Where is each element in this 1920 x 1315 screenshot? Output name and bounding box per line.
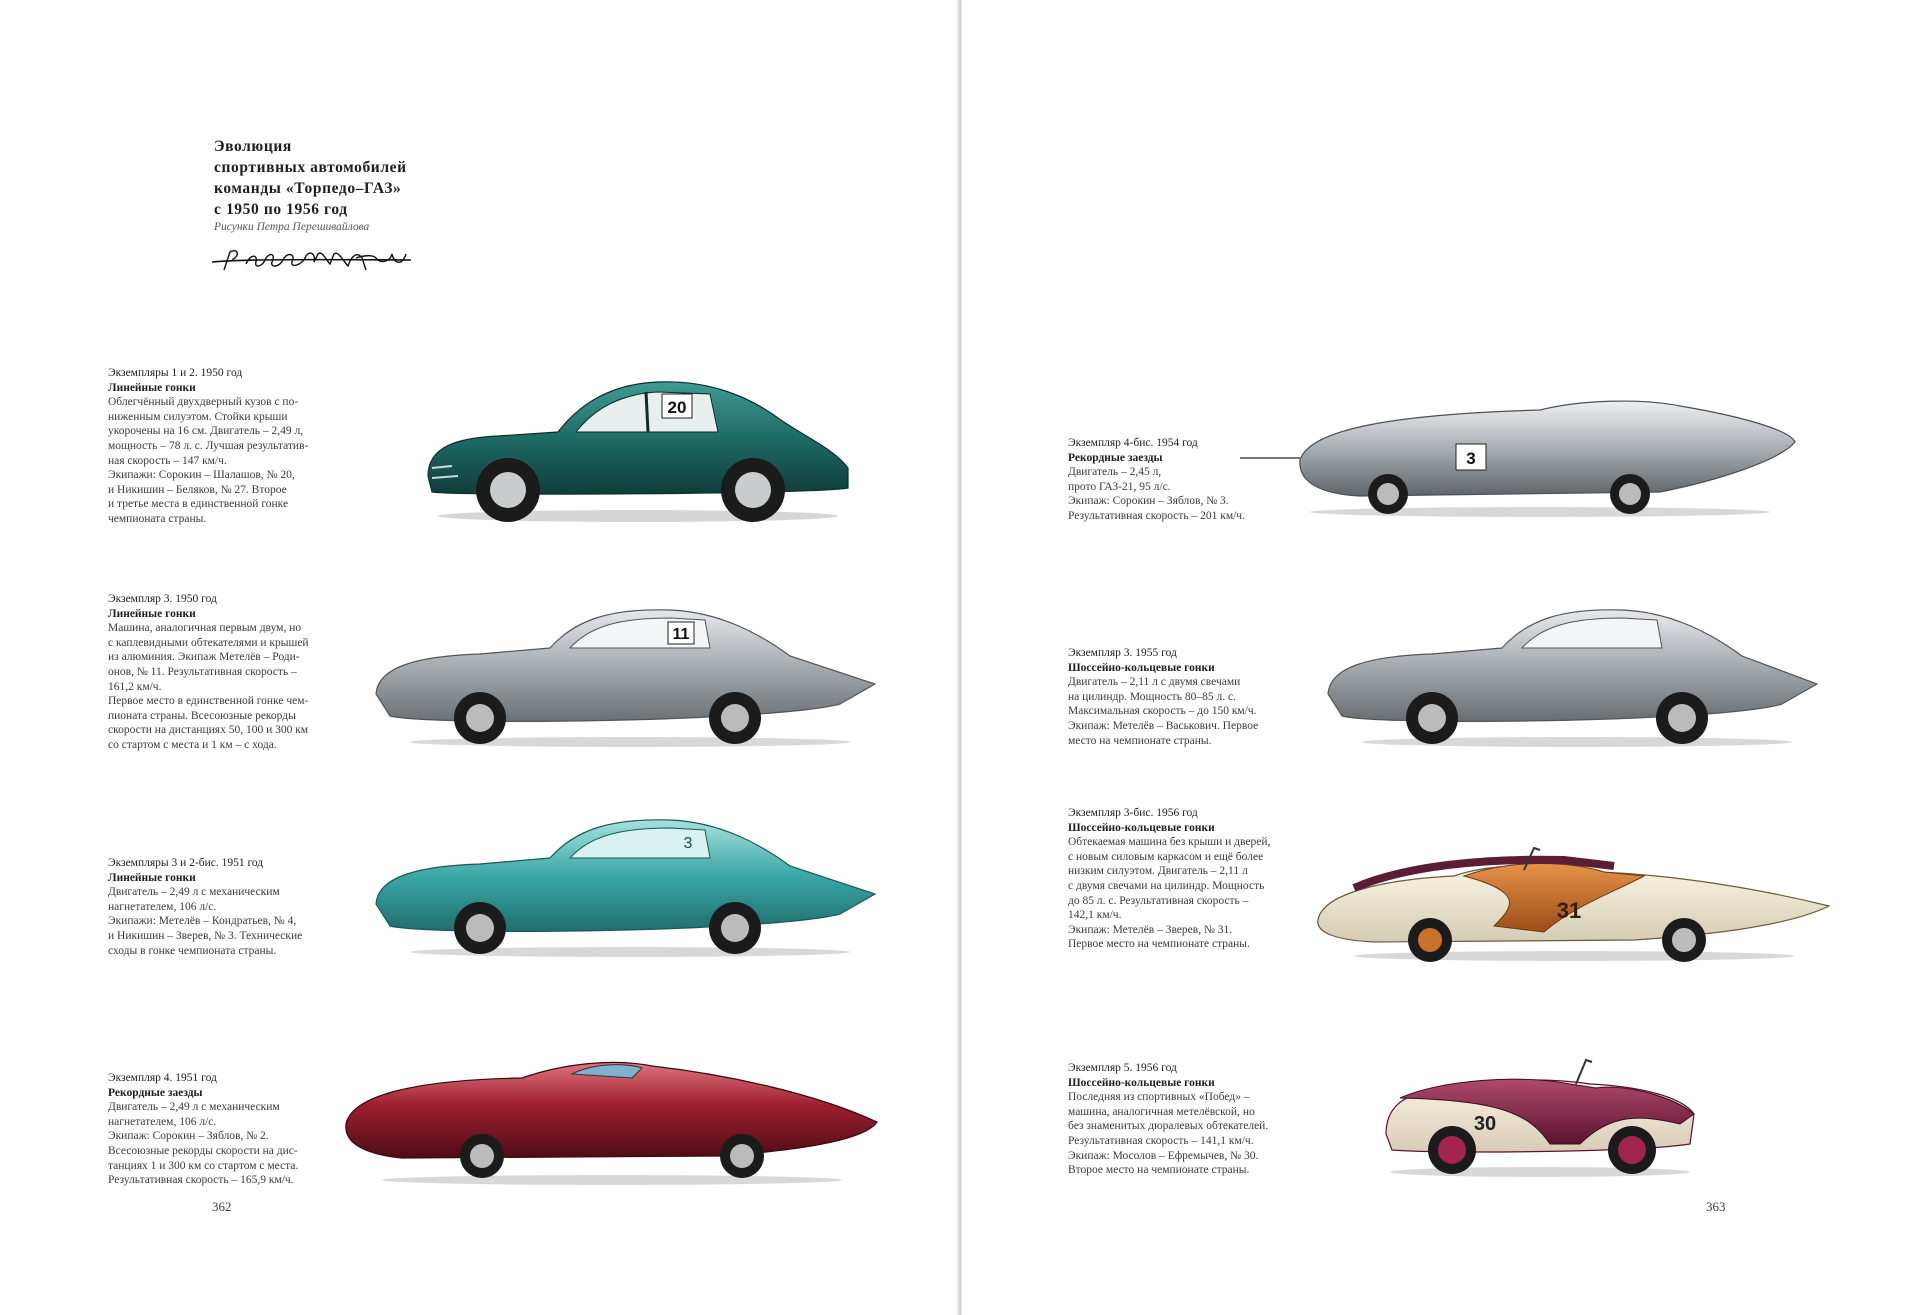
page-title	[214, 136, 407, 220]
car-illustration-1950-streamliner	[370, 604, 880, 754]
car-illustration-1951-turquoise	[370, 814, 880, 964]
caption-body: Двигатель – 2,49 л с механическим нагнетателем, 106 л/с. Экипажи: Метелёв – Кондратьев, № 4, и Никишин – Зверев, № 3. Технические сходы в гонке чемпионата страны.	[108, 886, 303, 957]
caption-title: Экземпляр 3. 1955 год	[1068, 647, 1177, 659]
illustrator-credit: Рисунки Петра Перешивайлова	[214, 221, 370, 233]
title-line: команды «Торпедо–ГАЗ»	[214, 180, 402, 197]
caption-1950-1-2	[108, 366, 338, 527]
caption-title: Экземпляр 3. 1950 год	[108, 593, 217, 605]
caption-body: Двигатель – 2,45 л, прото ГАЗ-21, 95 л/с. Экипаж: Сорокин – Зяблов, № 3. Результативная скорость – 201 км/ч.	[1068, 466, 1245, 522]
caption-race-type: Шоссейно-кольцевые гонки	[1068, 1076, 1215, 1089]
caption-race-type: Шоссейно-кольцевые гонки	[1068, 821, 1215, 834]
caption-title: Экземпляр 4. 1951 год	[108, 1072, 217, 1084]
caption-race-type: Линейные гонки	[108, 607, 196, 620]
caption-body: Двигатель – 2,11 л с двумя свечами на цилиндр. Мощность 80–85 л. с. Максимальная скорость – до 150 км/ч. Экипаж: Метелёв – Васькович. Первое место на чемпионате страны.	[1068, 676, 1259, 747]
car-illustration-1956-roadster	[1380, 1054, 1700, 1182]
title-line: с 1950 по 1956 год	[214, 201, 348, 218]
car-number: 20	[667, 398, 687, 417]
caption-body: Машина, аналогичная первым двум, но с каплевидными обтекателями и крышей из алюминия. Экипаж Метелёв – Роди- онов, № 11. Результативная скорость – 161,2 км/ч. Первое место в единственной гонке чем- пионата страны. Всесоюзные рекорды скорости на дистанциях 50, 100 и 300 км со стартом с места и 1 км – с хода.	[108, 622, 309, 751]
caption-title: Экземпляры 1 и 2. 1950 год	[108, 367, 243, 379]
car-number: 3	[1466, 449, 1476, 468]
page-number-left: 362	[212, 1199, 232, 1214]
car-illustration-1956-open-streamliner	[1314, 836, 1834, 966]
caption-race-type: Линейные гонки	[108, 871, 196, 884]
caption-race-type: Рекордные заезды	[1068, 451, 1163, 464]
caption-title: Экземпляр 3-бис. 1956 год	[1068, 807, 1198, 819]
car-illustration-1951-record-red	[342, 1052, 882, 1192]
left-page	[0, 0, 958, 1315]
car-number: 31	[1556, 898, 1582, 923]
caption-1951-4	[108, 1071, 338, 1188]
right-page	[962, 0, 1920, 1315]
caption-body: Двигатель – 2,49 л с механическим нагнетателем, 106 л/с. Экипаж: Сорокин – Зяблов, № 2. Всесоюзные рекорды скорости на дис- танциях 1 и 300 км со стартом с места. Результативная скорость – 165,9 км/ч.	[108, 1101, 299, 1187]
caption-title: Экземпляры 3 и 2-бис. 1951 год	[108, 857, 264, 869]
car-illustration-1954-record-silver	[1240, 398, 1800, 523]
car-number: 30	[1473, 1113, 1497, 1135]
caption-1951-3-2bis	[108, 856, 338, 958]
caption-1955-3	[1068, 646, 1298, 748]
caption-body: Обтекаемая машина без крыши и дверей, с новым силовым каркасом и ещё более низким силуэтом. Двигатель – 2,11 л с двумя свечами на цилиндр. Мощность до 85 л. с. Результативная скорость – 142,1 км/ч. Экипаж: Метелёв – Зверев, № 31. Первое место на чемпионате страны.	[1068, 836, 1271, 951]
car-number: 11	[672, 626, 690, 643]
caption-title: Экземпляр 5. 1956 год	[1068, 1062, 1177, 1074]
caption-1950-3	[108, 592, 338, 753]
caption-body: Последняя из спортивных «Побед» – машина, аналогичная метелёвской, но без знаменитых дюралевых обтекателей. Результативная скорость – 141,1 км/ч. Экипаж: Мосолов – Ефремычев, № 30. Второе место на чемпионате страны.	[1068, 1091, 1269, 1177]
caption-race-type: Шоссейно-кольцевые гонки	[1068, 661, 1215, 674]
caption-1956-3bis	[1068, 806, 1298, 952]
caption-title: Экземпляр 4-бис. 1954 год	[1068, 437, 1198, 449]
car-illustration-1955-streamliner	[1322, 604, 1822, 754]
caption-1956-5	[1068, 1061, 1298, 1178]
title-line: спортивных автомобилей	[214, 159, 407, 176]
caption-race-type: Рекордные заезды	[108, 1086, 203, 1099]
car-number: 3	[683, 835, 693, 852]
car-illustration-1950-coupe	[418, 376, 858, 531]
caption-race-type: Линейные гонки	[108, 381, 196, 394]
signature-image	[206, 240, 416, 282]
title-line: Эволюция	[214, 138, 292, 155]
caption-body: Облегчённый двухдверный кузов с по- ниженным силуэтом. Стойки крыши укорочены на 16 см. Двигатель – 2,49 л, мощность – 78 л. с. Лучшая результатив- ная скорость – 147 км/ч. Экипажи: Сорокин – Шалашов, № 20, и Никишин – Беляков, № 27. Второе и третье места в единственной гонке чемпионата страны.	[108, 396, 309, 525]
page-number-right: 363	[1706, 1199, 1726, 1214]
